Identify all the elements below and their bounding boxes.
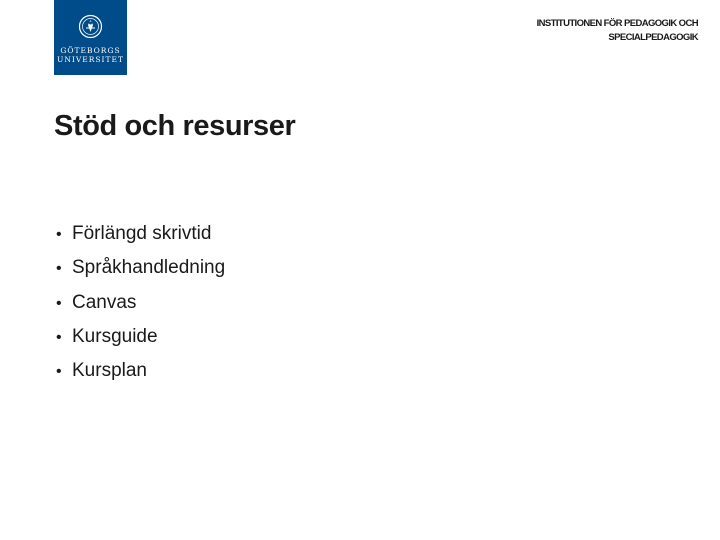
department-name (458, 17, 698, 45)
university-logo (54, 0, 127, 75)
slide-title: Stöd och resurser (54, 110, 296, 142)
bullet-text: Språkhandledning (72, 257, 226, 279)
bullet-list (56, 222, 225, 393)
bullet-symbol: • (56, 363, 62, 381)
bullet-symbol: • (56, 260, 62, 278)
logo-text-line1: GÖTEBORGS (60, 46, 121, 55)
bullet-item (56, 291, 225, 325)
bullet-text: Förlängd skrivtid (72, 223, 212, 244)
department-line1: INSTITUTIONEN FÖR PEDAGOGIK OCH (536, 18, 698, 29)
bullet-symbol: • (56, 328, 62, 346)
bullet-symbol: • (56, 226, 62, 243)
bullet-text: Canvas (72, 291, 137, 313)
bullet-item (56, 359, 225, 393)
bullet-symbol: • (56, 294, 62, 312)
department-line2: SPECIALPEDAGOGIK (608, 32, 698, 43)
bullet-text: Kursplan (72, 360, 147, 382)
bullet-item (56, 256, 225, 290)
bullet-item (56, 222, 225, 256)
bullet-text: Kursguide (72, 325, 158, 347)
bullet-item (56, 325, 225, 359)
logo-text-line2: UNIVERSITET (57, 55, 124, 64)
university-seal-icon (78, 14, 103, 40)
